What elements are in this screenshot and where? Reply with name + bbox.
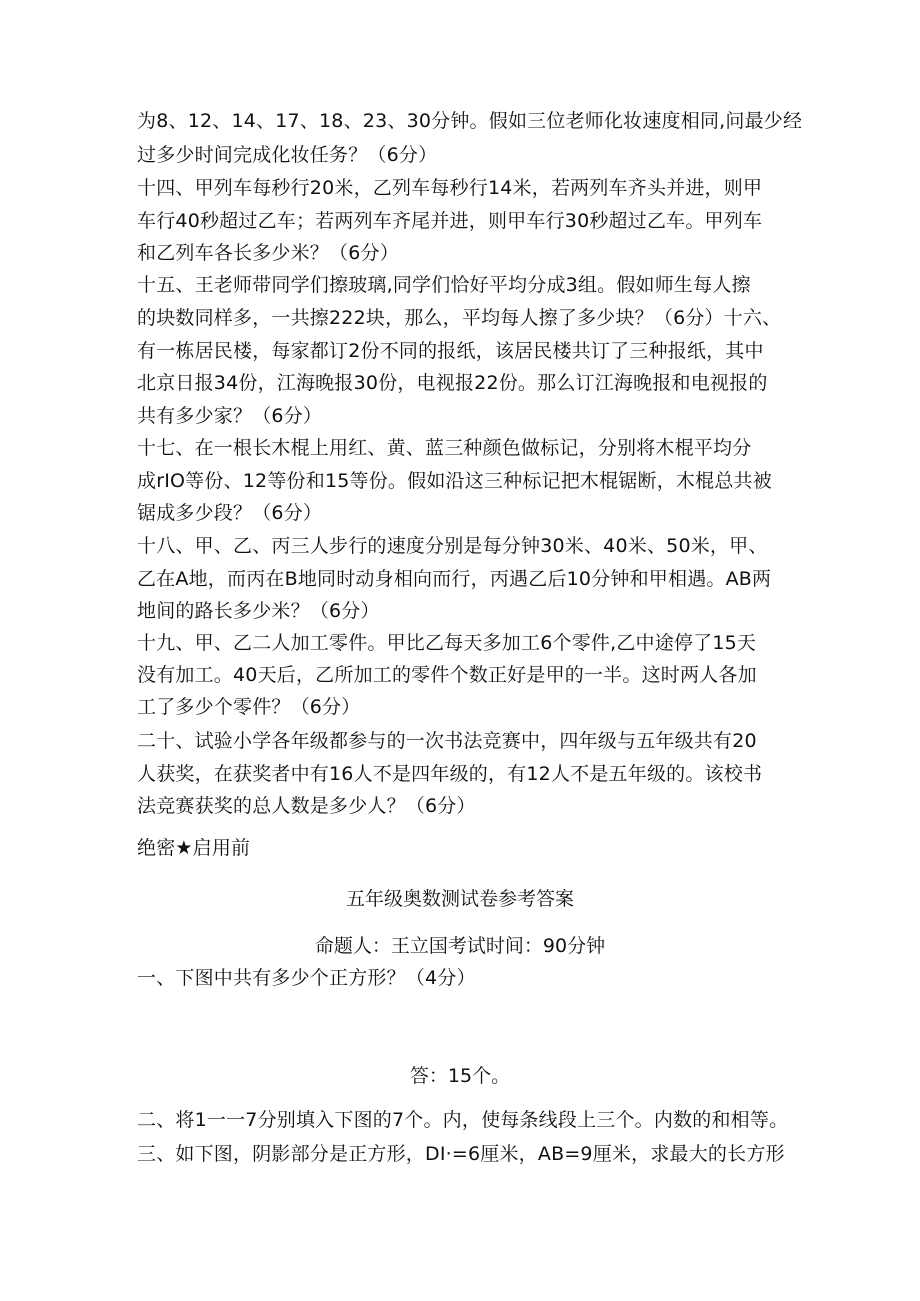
text-line: 人获奖，在获奖者中有16人不是四年级的，有12人不是五年级的。该校书 — [137, 763, 763, 785]
text-line: 工了多少个零件？（6分） — [137, 696, 361, 718]
text-line: 的块数同样多，一共擦222块，那么，平均每人擦了多少块？（6分）十六、 — [137, 307, 782, 329]
text-line: 十八、甲、乙、丙三人步行的速度分别是每分钟30米、40米、50米，甲、 — [137, 535, 768, 557]
text-line: 和乙列车各长多少米？（6分） — [137, 242, 399, 264]
answer-title: 五年级奥数测试卷参考答案 — [345, 888, 574, 910]
text-line: 乙在A地，而丙在B地同时动身相向而行，丙遇乙后10分钟和甲相遇。AB两 — [137, 568, 772, 590]
text-line: 十九、甲、乙二人加工零件。甲比乙每天多加工6个零件,乙中途停了15天 — [137, 632, 757, 654]
text-line: 为8、12、14、17、18、23、30分钟。假如三位老师化妆速度相同,问最少经 — [137, 110, 803, 132]
text-line: 二十、试验小学各年级都参与的一次书法竞赛中，四年级与五年级共有20 — [137, 730, 757, 752]
question-1: 一、下图中共有多少个正方形？（4分） — [137, 967, 476, 989]
question-2: 二、将1一一7分别填入下图的7个。内，使每条线段上三个。内数的和相等。 — [137, 1109, 789, 1131]
text-line: 十七、在一根长木棍上用红、黄、蓝三种颜色做标记，分别将木棍平均分 — [137, 437, 752, 459]
text-line: 法竞赛获奖的总人数是多少人？（6分） — [137, 795, 476, 817]
text-line: 地间的路长多少米？（6分） — [137, 600, 380, 622]
text-line: 北京日报34份，江海晚报30份，电视报22份。那么订江海晚报和电视报的 — [137, 372, 768, 394]
text-line: 过多少时间完成化妆任务？（6分） — [137, 144, 438, 166]
text-line: 十五、王老师带同学们擦玻璃,同学们恰好平均分成3组。假如师生每人擦 — [137, 274, 751, 296]
text-line: 车行40秒超过乙车；若两列车齐尾并进，则甲车行30秒超过乙车。甲列车 — [137, 210, 763, 232]
answer-1: 答：15个。 — [409, 1065, 511, 1087]
text-line: 共有多少家？（6分） — [137, 405, 323, 427]
author-line: 命题人：王立国考试时间：90分钟 — [314, 935, 606, 957]
text-line: 锯成多少段？（6分） — [137, 502, 323, 524]
text-line: 有一栋居民楼，每家都订2份不同的报纸，该居民楼共订了三种报纸，其中 — [137, 340, 764, 362]
text-line: 成rIO等份、12等份和15等份。假如沿这三种标记把木棍锯断，木棍总共被 — [137, 470, 772, 492]
text-line: 没有加工。40天后，乙所加工的零件个数正好是甲的一半。这时两人各加 — [137, 664, 757, 686]
text-line: 十四、甲列车每秒行20米，乙列车每秒行14米，若两列车齐头并进，则甲 — [137, 177, 763, 199]
question-3: 三、如下图，阴影部分是正方形，DI·=6厘米，AB=9厘米，求最大的长方形 — [137, 1143, 785, 1165]
secret-mark: 绝密★启用前 — [137, 837, 251, 859]
